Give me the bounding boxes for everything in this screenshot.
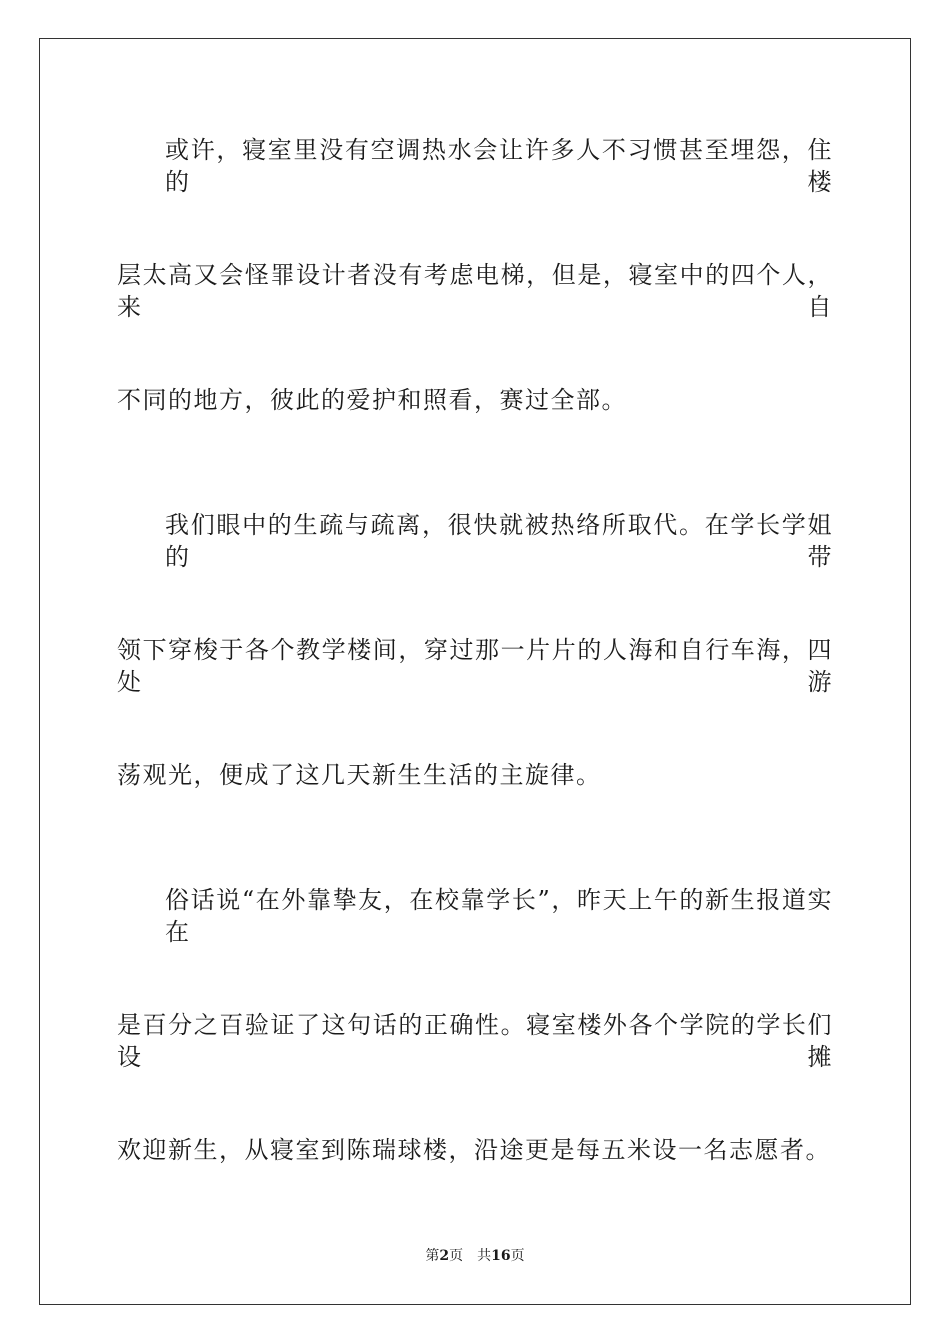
paragraph-3-line-3: 欢迎新生，从寝室到陈瑞球楼，沿途更是每五米设一名志愿者。 (117, 1136, 831, 1164)
paragraph-3-line-2: 是百分之百验证了这句话的正确性。寝室楼外各个学院的学长们设摊 (117, 1011, 833, 1071)
page-suffix: 页 (449, 1248, 464, 1264)
total-suffix: 页 (510, 1248, 525, 1264)
page-prefix: 第 (425, 1248, 440, 1264)
paragraph-1-line-1: 或许，寝室里没有空调热水会让许多人不习惯甚至埋怨，住的楼 (165, 136, 833, 196)
paragraph-3-line-1: 俗话说“在外靠挚友，在校靠学长”，昨天上午的新生报道实在 (165, 886, 833, 946)
total-pages: 16 (491, 1248, 511, 1264)
total-prefix: 共 (477, 1248, 492, 1264)
paragraph-2-line-3: 荡观光，便成了这几天新生生活的主旋律。 (117, 761, 602, 789)
paragraph-2-line-2: 领下穿梭于各个教学楼间，穿过那一片片的人海和自行车海，四处游 (117, 636, 833, 696)
page-number: 2 (439, 1248, 450, 1264)
paragraph-2-line-1: 我们眼中的生疏与疏离，很快就被热络所取代。在学长学姐的带 (165, 511, 833, 571)
page-footer (0, 1246, 950, 1266)
paragraph-1-line-3: 不同的地方，彼此的爱护和照看，赛过全部。 (117, 386, 627, 414)
paragraph-1-line-2: 层太高又会怪罪设计者没有考虑电梯，但是，寝室中的四个人，来自 (117, 261, 833, 321)
